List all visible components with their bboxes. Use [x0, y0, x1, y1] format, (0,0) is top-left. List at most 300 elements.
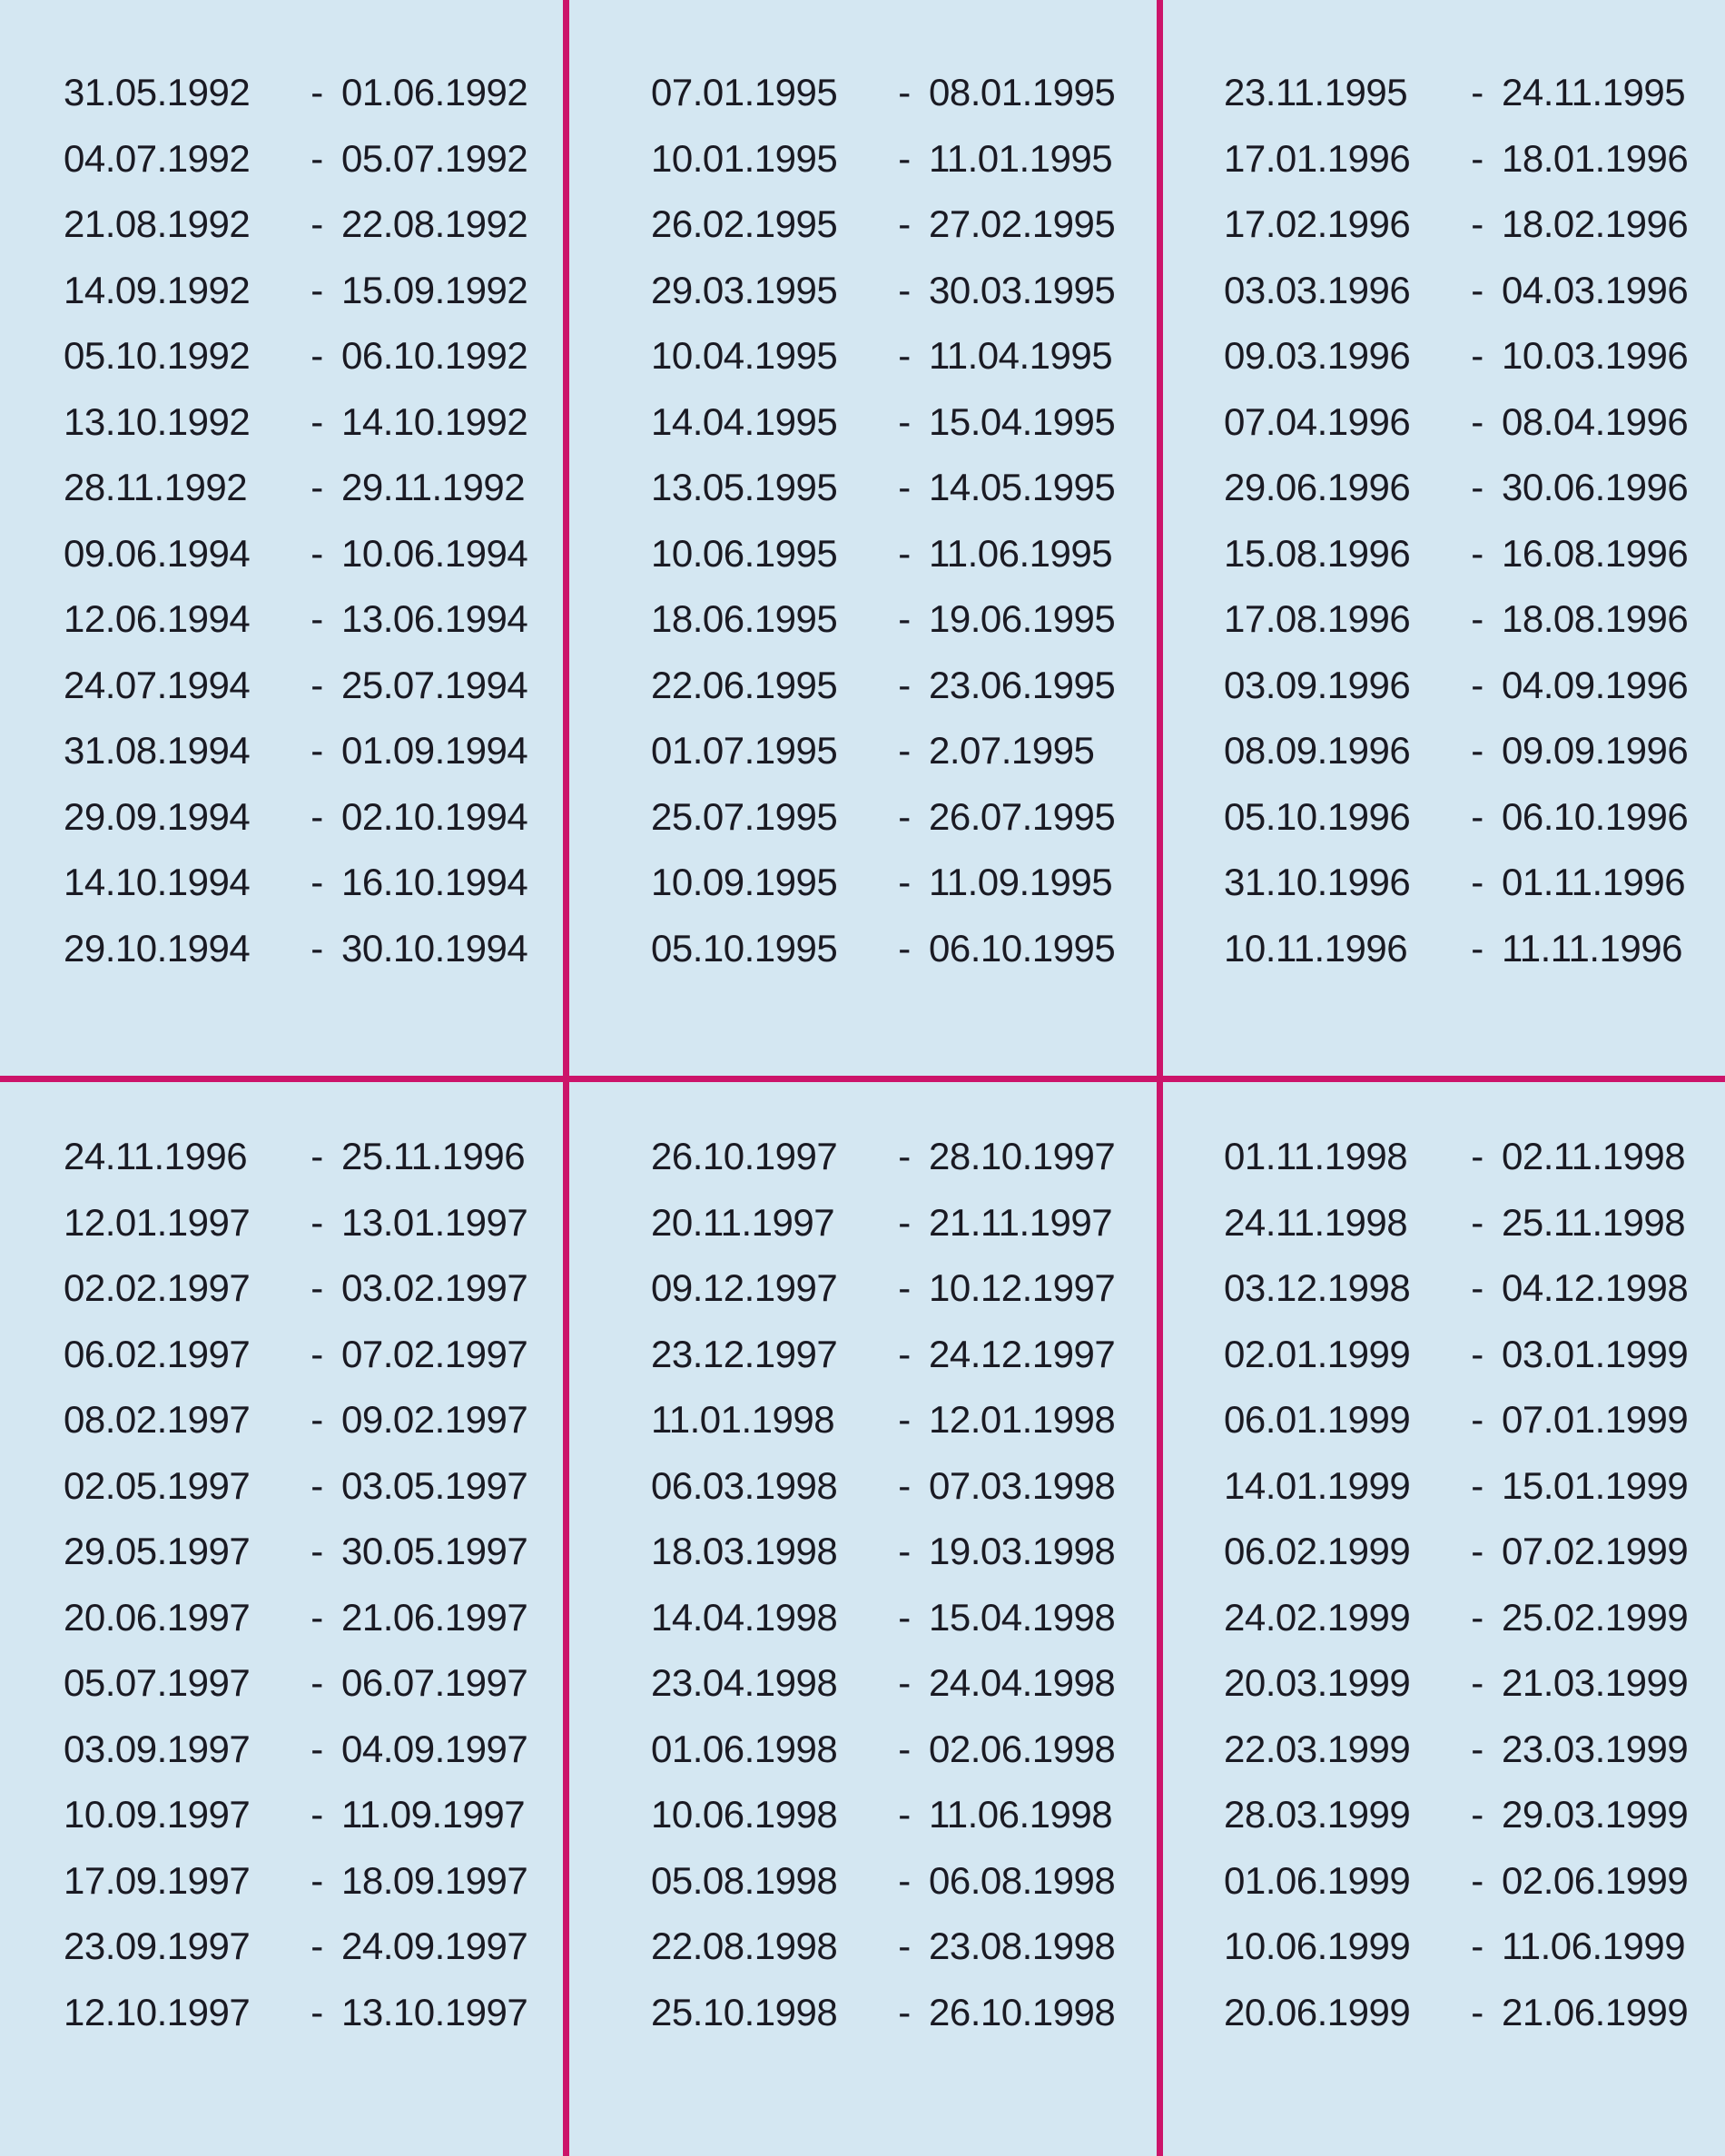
end-date: 07.02.1997 [341, 1332, 528, 1375]
end-date: 16.10.1994 [341, 861, 528, 904]
range-dash: - [898, 1200, 911, 1244]
end-date: 18.01.1996 [1502, 136, 1689, 180]
range-dash: - [310, 1463, 323, 1507]
range-dash: - [1471, 71, 1484, 114]
start-date: 08.09.1996 [1224, 729, 1411, 773]
range-dash: - [310, 334, 323, 378]
start-date: 10.01.1995 [651, 136, 838, 180]
range-dash: - [310, 1135, 323, 1178]
end-date: 26.07.1995 [929, 794, 1116, 838]
date-cell-top-right [1163, 0, 1725, 1076]
range-dash: - [310, 1398, 323, 1442]
end-date: 02.06.1999 [1502, 1858, 1689, 1902]
start-date: 03.12.1998 [1224, 1266, 1411, 1310]
end-date: 08.01.1995 [929, 71, 1116, 114]
date-range-row [1224, 1980, 1725, 2046]
end-date: 11.04.1995 [929, 334, 1113, 378]
date-range-row [64, 60, 564, 126]
date-range-row [1224, 1453, 1725, 1520]
end-date: 14.05.1995 [929, 466, 1116, 509]
start-date: 24.11.1996 [64, 1135, 248, 1178]
date-range-row [64, 126, 564, 192]
start-date: 22.03.1999 [1224, 1727, 1411, 1770]
date-range-row [1224, 1914, 1725, 1980]
date-range-row [651, 1322, 1157, 1388]
date-range-row [651, 784, 1157, 851]
start-date: 11.01.1998 [651, 1398, 835, 1442]
end-date: 02.06.1998 [929, 1727, 1116, 1770]
date-range-row [1224, 916, 1725, 982]
end-date: 18.02.1996 [1502, 202, 1689, 246]
date-range-row [651, 1650, 1157, 1717]
range-dash: - [1471, 1135, 1484, 1178]
range-dash: - [1471, 136, 1484, 180]
end-date: 11.09.1995 [929, 861, 1113, 904]
end-date: 06.07.1997 [341, 1661, 528, 1705]
start-date: 04.07.1992 [64, 136, 251, 180]
start-date: 23.11.1995 [1224, 71, 1408, 114]
end-date: 06.10.1995 [929, 926, 1116, 970]
end-date: 25.11.1996 [341, 1135, 526, 1178]
date-range-row [64, 1322, 564, 1388]
range-dash: - [898, 136, 911, 180]
date-cell-bottom-left [0, 1082, 564, 2156]
date-range-row [651, 1848, 1157, 1915]
date-range-row [1224, 389, 1725, 456]
end-date: 03.02.1997 [341, 1266, 528, 1310]
date-range-row [64, 1387, 564, 1453]
range-dash: - [898, 597, 911, 641]
date-range-row [651, 1717, 1157, 1783]
start-date: 29.05.1997 [64, 1530, 251, 1573]
start-date: 12.10.1997 [64, 1990, 251, 2033]
start-date: 02.05.1997 [64, 1463, 251, 1507]
range-dash: - [310, 202, 323, 246]
date-range-row [64, 653, 564, 719]
date-range-row [1224, 784, 1725, 851]
date-range-row [64, 1717, 564, 1783]
end-date: 01.09.1994 [341, 729, 528, 773]
date-range-row [651, 1124, 1157, 1190]
range-dash: - [310, 1200, 323, 1244]
start-date: 08.02.1997 [64, 1398, 251, 1442]
start-date: 25.07.1995 [651, 794, 838, 838]
range-dash: - [898, 1398, 911, 1442]
end-date: 25.02.1999 [1502, 1595, 1689, 1639]
end-date: 01.06.1992 [341, 71, 528, 114]
range-dash: - [1471, 268, 1484, 311]
start-date: 06.01.1999 [1224, 1398, 1411, 1442]
date-range-row [1224, 521, 1725, 587]
end-date: 26.10.1998 [929, 1990, 1116, 2033]
range-dash: - [898, 1595, 911, 1639]
range-dash: - [898, 1266, 911, 1310]
start-date: 09.03.1996 [1224, 334, 1411, 378]
range-dash: - [310, 1266, 323, 1310]
start-date: 26.02.1995 [651, 202, 838, 246]
range-dash: - [310, 136, 323, 180]
end-date: 10.03.1996 [1502, 334, 1689, 378]
start-date: 24.07.1994 [64, 663, 251, 706]
date-range-row [64, 850, 564, 916]
start-date: 10.06.1998 [651, 1793, 838, 1836]
date-range-row [64, 1453, 564, 1520]
date-range-row [651, 850, 1157, 916]
range-dash: - [310, 1793, 323, 1836]
start-date: 10.09.1995 [651, 861, 838, 904]
range-dash: - [898, 202, 911, 246]
end-date: 13.06.1994 [341, 597, 528, 641]
date-range-row [64, 323, 564, 389]
end-date: 06.08.1998 [929, 1858, 1116, 1902]
date-range-row [64, 916, 564, 982]
end-date: 06.10.1996 [1502, 794, 1689, 838]
date-range-row [64, 1914, 564, 1980]
date-range-row [64, 1980, 564, 2046]
range-dash: - [898, 729, 911, 773]
start-date: 03.09.1996 [1224, 663, 1411, 706]
date-range-row [64, 1519, 564, 1585]
end-date: 24.04.1998 [929, 1661, 1116, 1705]
start-date: 20.06.1997 [64, 1595, 251, 1639]
end-date: 29.11.1992 [341, 466, 526, 509]
end-date: 10.12.1997 [929, 1266, 1116, 1310]
start-date: 06.02.1999 [1224, 1530, 1411, 1573]
range-dash: - [310, 926, 323, 970]
end-date: 22.08.1992 [341, 202, 528, 246]
start-date: 24.11.1998 [1224, 1200, 1408, 1244]
end-date: 13.01.1997 [341, 1200, 528, 1244]
start-date: 22.08.1998 [651, 1925, 838, 1968]
start-date: 13.05.1995 [651, 466, 838, 509]
end-date: 27.02.1995 [929, 202, 1116, 246]
horizontal-divider [0, 1076, 1725, 1082]
range-dash: - [898, 794, 911, 838]
date-range-row [64, 521, 564, 587]
range-dash: - [1471, 1266, 1484, 1310]
date-range-row [1224, 1650, 1725, 1717]
date-range-row [651, 323, 1157, 389]
date-range-row [651, 653, 1157, 719]
range-dash: - [898, 334, 911, 378]
start-date: 17.01.1996 [1224, 136, 1411, 180]
date-range-row [1224, 323, 1725, 389]
start-date: 10.06.1999 [1224, 1925, 1411, 1968]
date-range-row [651, 126, 1157, 192]
start-date: 28.11.1992 [64, 466, 248, 509]
range-dash: - [310, 1858, 323, 1902]
start-date: 07.01.1995 [651, 71, 838, 114]
end-date: 23.03.1999 [1502, 1727, 1689, 1770]
end-date: 21.06.1997 [341, 1595, 528, 1639]
range-dash: - [1471, 794, 1484, 838]
range-dash: - [898, 1858, 911, 1902]
start-date: 17.09.1997 [64, 1858, 251, 1902]
date-range-row [64, 389, 564, 456]
end-date: 28.10.1997 [929, 1135, 1116, 1178]
start-date: 21.08.1992 [64, 202, 251, 246]
date-range-row [64, 192, 564, 258]
range-dash: - [1471, 729, 1484, 773]
end-date: 07.02.1999 [1502, 1530, 1689, 1573]
start-date: 23.12.1997 [651, 1332, 838, 1375]
date-range-row [651, 258, 1157, 324]
start-date: 31.05.1992 [64, 71, 251, 114]
range-dash: - [898, 531, 911, 575]
date-cell-top-middle [570, 0, 1157, 1076]
range-dash: - [1471, 1463, 1484, 1507]
date-range-row [1224, 1190, 1725, 1256]
start-date: 31.08.1994 [64, 729, 251, 773]
range-dash: - [898, 399, 911, 443]
start-date: 29.06.1996 [1224, 466, 1411, 509]
date-range-row [64, 1190, 564, 1256]
end-date: 30.05.1997 [341, 1530, 528, 1573]
date-range-row [64, 1255, 564, 1322]
start-date: 05.10.1996 [1224, 794, 1411, 838]
start-date: 10.06.1995 [651, 531, 838, 575]
range-dash: - [898, 268, 911, 311]
start-date: 01.06.1998 [651, 1727, 838, 1770]
start-date: 23.04.1998 [651, 1661, 838, 1705]
end-date: 23.08.1998 [929, 1925, 1116, 1968]
date-range-row [1224, 1519, 1725, 1585]
range-dash: - [310, 597, 323, 641]
start-date: 22.06.1995 [651, 663, 838, 706]
date-range-row [651, 455, 1157, 521]
range-dash: - [310, 1727, 323, 1770]
date-range-row [1224, 586, 1725, 653]
end-date: 10.06.1994 [341, 531, 528, 575]
range-dash: - [1471, 1530, 1484, 1573]
range-dash: - [310, 71, 323, 114]
end-date: 16.08.1996 [1502, 531, 1689, 575]
end-date: 11.11.1996 [1502, 926, 1682, 970]
end-date: 03.01.1999 [1502, 1332, 1689, 1375]
start-date: 14.04.1998 [651, 1595, 838, 1639]
end-date: 04.09.1997 [341, 1727, 528, 1770]
end-date: 21.03.1999 [1502, 1661, 1689, 1705]
start-date: 03.09.1997 [64, 1727, 251, 1770]
range-dash: - [898, 71, 911, 114]
end-date: 21.06.1999 [1502, 1990, 1689, 2033]
date-range-row [1224, 60, 1725, 126]
start-date: 15.08.1996 [1224, 531, 1411, 575]
range-dash: - [898, 1530, 911, 1573]
end-date: 05.07.1992 [341, 136, 528, 180]
range-dash: - [898, 861, 911, 904]
end-date: 24.11.1995 [1502, 71, 1686, 114]
date-range-row [1224, 1255, 1725, 1322]
range-dash: - [898, 1990, 911, 2033]
range-dash: - [310, 466, 323, 509]
date-cell-bottom-right [1163, 1082, 1725, 2156]
end-date: 25.11.1998 [1502, 1200, 1686, 1244]
start-date: 05.10.1992 [64, 334, 251, 378]
date-cell-bottom-middle [570, 1082, 1157, 2156]
date-range-row [64, 258, 564, 324]
date-range-row [64, 1782, 564, 1848]
end-date: 07.01.1999 [1502, 1398, 1689, 1442]
end-date: 24.09.1997 [341, 1925, 528, 1968]
end-date: 15.01.1999 [1502, 1463, 1689, 1507]
start-date: 13.10.1992 [64, 399, 251, 443]
start-date: 05.10.1995 [651, 926, 838, 970]
date-range-row [1224, 1717, 1725, 1783]
start-date: 25.10.1998 [651, 1990, 838, 2033]
start-date: 09.06.1994 [64, 531, 251, 575]
end-date: 02.11.1998 [1502, 1135, 1686, 1178]
start-date: 01.06.1999 [1224, 1858, 1411, 1902]
start-date: 07.04.1996 [1224, 399, 1411, 443]
range-dash: - [898, 1463, 911, 1507]
range-dash: - [898, 1727, 911, 1770]
date-range-row [651, 389, 1157, 456]
range-dash: - [898, 926, 911, 970]
start-date: 02.02.1997 [64, 1266, 251, 1310]
range-dash: - [1471, 1595, 1484, 1639]
end-date: 12.01.1998 [929, 1398, 1116, 1442]
date-range-row [1224, 1387, 1725, 1453]
range-dash: - [310, 268, 323, 311]
date-range-row [651, 1914, 1157, 1980]
date-range-row [64, 1848, 564, 1915]
date-range-row [64, 1124, 564, 1190]
range-dash: - [898, 1135, 911, 1178]
date-range-row [651, 192, 1157, 258]
end-date: 11.09.1997 [341, 1793, 526, 1836]
date-range-row [64, 784, 564, 851]
end-date: 07.03.1998 [929, 1463, 1116, 1507]
range-dash: - [898, 1332, 911, 1375]
range-dash: - [310, 1595, 323, 1639]
range-dash: - [1471, 1661, 1484, 1705]
start-date: 14.04.1995 [651, 399, 838, 443]
date-range-row [1224, 850, 1725, 916]
start-date: 14.01.1999 [1224, 1463, 1411, 1507]
start-date: 14.09.1992 [64, 268, 251, 311]
start-date: 18.03.1998 [651, 1530, 838, 1573]
end-date: 2.07.1995 [929, 729, 1095, 773]
date-range-row [651, 1453, 1157, 1520]
end-date: 19.06.1995 [929, 597, 1116, 641]
range-dash: - [310, 1332, 323, 1375]
date-range-row [1224, 653, 1725, 719]
range-dash: - [898, 1793, 911, 1836]
start-date: 23.09.1997 [64, 1925, 251, 1968]
end-date: 15.04.1998 [929, 1595, 1116, 1639]
start-date: 28.03.1999 [1224, 1793, 1411, 1836]
end-date: 18.09.1997 [341, 1858, 528, 1902]
end-date: 23.06.1995 [929, 663, 1116, 706]
date-range-row [64, 1650, 564, 1717]
date-range-row [1224, 1848, 1725, 1915]
range-dash: - [1471, 334, 1484, 378]
start-date: 09.12.1997 [651, 1266, 838, 1310]
range-dash: - [310, 1925, 323, 1968]
end-date: 06.10.1992 [341, 334, 528, 378]
date-range-row [651, 1255, 1157, 1322]
date-range-row [651, 1190, 1157, 1256]
start-date: 29.03.1995 [651, 268, 838, 311]
end-date: 11.06.1998 [929, 1793, 1113, 1836]
range-dash: - [1471, 597, 1484, 641]
start-date: 05.08.1998 [651, 1858, 838, 1902]
end-date: 04.12.1998 [1502, 1266, 1689, 1310]
range-dash: - [1471, 861, 1484, 904]
end-date: 14.10.1992 [341, 399, 528, 443]
start-date: 10.09.1997 [64, 1793, 251, 1836]
end-date: 11.01.1995 [929, 136, 1113, 180]
start-date: 20.03.1999 [1224, 1661, 1411, 1705]
start-date: 20.11.1997 [651, 1200, 835, 1244]
start-date: 12.06.1994 [64, 597, 251, 641]
range-dash: - [898, 466, 911, 509]
date-range-row [651, 1585, 1157, 1651]
end-date: 04.03.1996 [1502, 268, 1689, 311]
end-date: 24.12.1997 [929, 1332, 1116, 1375]
end-date: 19.03.1998 [929, 1530, 1116, 1573]
date-cell-top-left [0, 0, 564, 1076]
end-date: 15.09.1992 [341, 268, 528, 311]
end-date: 13.10.1997 [341, 1990, 528, 2033]
end-date: 21.11.1997 [929, 1200, 1113, 1244]
date-range-row [651, 1980, 1157, 2046]
end-date: 09.09.1996 [1502, 729, 1689, 773]
range-dash: - [310, 1530, 323, 1573]
range-dash: - [1471, 1200, 1484, 1244]
range-dash: - [310, 531, 323, 575]
date-range-row [64, 718, 564, 784]
range-dash: - [1471, 1925, 1484, 1968]
end-date: 11.06.1995 [929, 531, 1113, 575]
date-range-row [651, 1519, 1157, 1585]
date-range-row [64, 586, 564, 653]
range-dash: - [1471, 1398, 1484, 1442]
start-date: 12.01.1997 [64, 1200, 251, 1244]
range-dash: - [1471, 1858, 1484, 1902]
range-dash: - [898, 1661, 911, 1705]
date-range-row [651, 586, 1157, 653]
date-range-row [651, 1782, 1157, 1848]
date-range-row [651, 916, 1157, 982]
date-range-row [1224, 718, 1725, 784]
end-date: 11.06.1999 [1502, 1925, 1686, 1968]
range-dash: - [310, 1990, 323, 2033]
date-range-row [651, 60, 1157, 126]
date-range-row [1224, 126, 1725, 192]
end-date: 08.04.1996 [1502, 399, 1689, 443]
range-dash: - [1471, 1793, 1484, 1836]
date-range-row [1224, 1124, 1725, 1190]
end-date: 18.08.1996 [1502, 597, 1689, 641]
start-date: 17.02.1996 [1224, 202, 1411, 246]
range-dash: - [1471, 466, 1484, 509]
start-date: 01.07.1995 [651, 729, 838, 773]
start-date: 24.02.1999 [1224, 1595, 1411, 1639]
end-date: 30.06.1996 [1502, 466, 1689, 509]
start-date: 18.06.1995 [651, 597, 838, 641]
date-range-row [64, 1585, 564, 1651]
date-range-row [64, 455, 564, 521]
end-date: 29.03.1999 [1502, 1793, 1689, 1836]
end-date: 01.11.1996 [1502, 861, 1686, 904]
date-range-row [651, 1387, 1157, 1453]
end-date: 15.04.1995 [929, 399, 1116, 443]
end-date: 30.03.1995 [929, 268, 1116, 311]
start-date: 31.10.1996 [1224, 861, 1411, 904]
range-dash: - [310, 794, 323, 838]
